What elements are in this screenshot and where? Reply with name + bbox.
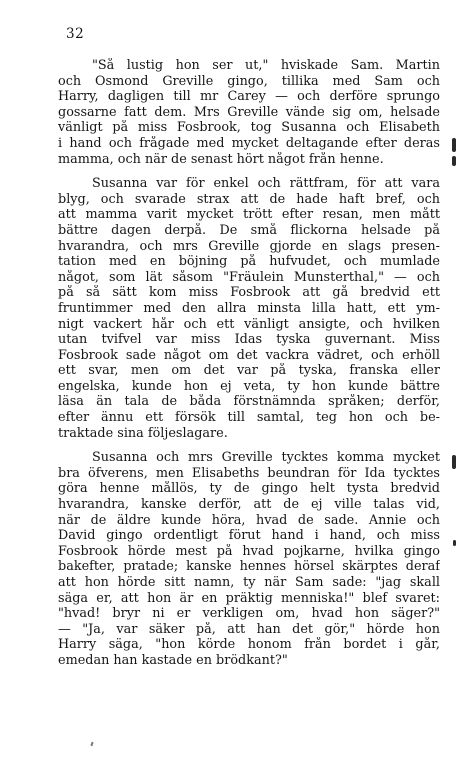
- text-line: Harry säga, "hon körde honom från bordet i går,: [58, 637, 440, 653]
- text-line: vänligt på miss Fosbrook, tog Susanna och Elisabeth: [58, 120, 440, 136]
- text-line: efter ännu ett försök till samtal, teg hon och be-: [58, 410, 440, 426]
- text-line: tation med en böjning på hufvudet, och mumlade: [58, 254, 440, 270]
- text-line: hvarandra, och mrs Greville gjorde en slags presen-: [58, 238, 440, 254]
- text-line: nigt vackert hår och ett vänligt ansigte, och hvilken: [58, 316, 440, 332]
- text-line: hvarandra, kanske derför, att de ej ville talas vid,: [58, 497, 440, 513]
- page-number: 32: [66, 26, 85, 42]
- paragraph: [58, 450, 440, 668]
- text-line: bättre dagen derpå. De små flickorna helsade på: [58, 222, 440, 238]
- paragraph: [58, 176, 440, 441]
- text-line: Susanna var för enkel och rättfram, för att vara: [92, 176, 440, 192]
- paragraph-gap: [58, 441, 440, 450]
- text-line: gossarne fatt dem. Mrs Greville vände sig om, helsade: [58, 104, 440, 120]
- text-line: fruntimmer med den allra minsta lilla hatt, ett ym-: [58, 300, 440, 316]
- text-line: Harry, dagligen till mr Carey — och derföre sprungo: [58, 89, 440, 105]
- text-line: blyg, och svarade strax att de hade haft bref, och: [58, 191, 440, 207]
- text-line: ett svar, men om det var på tyska, franska eller: [58, 363, 440, 379]
- text-line: — "Ja, var säker på, att han det gör," hörde hon: [58, 621, 440, 637]
- text-line: bakefter, pratade; kanske hennes hörsel skärptes deraf: [58, 559, 440, 575]
- text-line: traktade sina följeslagare.: [58, 425, 228, 441]
- text-line: Susanna och mrs Greville tycktes komma mycket: [92, 450, 440, 466]
- scan-edge-mark: [452, 156, 456, 166]
- scan-edge-mark: [452, 455, 456, 469]
- text-line: Fosbrook sade något om det vackra vädret, och erhöll: [58, 347, 440, 363]
- text-line: något, som lät såsom "Fräulein Munsterthal," — och: [58, 269, 440, 285]
- text-line: engelska, kunde hon ej veta, ty hon kunde bättre: [58, 378, 440, 394]
- scan-speck: [90, 742, 93, 746]
- text-line: att hon hörde sitt namn, ty när Sam sade: "jag skall: [58, 575, 440, 590]
- text-line: när de äldre kunde höra, hvad de sade. Annie och: [58, 512, 440, 528]
- text-line: göra henne mållös, ty de gingo helt tysta bredvid: [58, 481, 440, 497]
- text-line: i hand och frågade med mycket deltagande efter deras: [58, 135, 440, 151]
- text-line: Fosbrook hörde mest på hvad pojkarne, hvilka gingo: [58, 543, 440, 559]
- text-line: säga er, att hon är en präktig menniska!" blef svaret:: [58, 590, 440, 606]
- paragraph-gap: [58, 167, 440, 176]
- paragraph: [58, 58, 440, 167]
- text-line: läsa än tala de båda förstnämnda språken; derför,: [58, 394, 440, 410]
- text-line: på så sätt kom miss Fosbrook att gå bredvid ett: [58, 285, 440, 301]
- text-line: "hvad! bryr ni er verkligen om, hvad hon säger?": [58, 606, 440, 622]
- text-line: och Osmond Greville gingo, tillika med Sam och: [58, 73, 440, 89]
- text-line: att mamma varit mycket trött efter resan, men mått: [58, 207, 440, 223]
- text-line: utan tvifvel var miss Idas tyska guvernant. Miss: [58, 332, 440, 348]
- text-line: David gingo ordentligt förut hand i hand, och miss: [58, 528, 440, 544]
- text-line: bra öfverens, men Elisabeths beundran för Ida tycktes: [58, 465, 440, 481]
- text-line: mamma, och när de senast hört något från henne.: [58, 151, 384, 167]
- text-line: emedan han kastade en brödkant?": [58, 652, 288, 668]
- text-line: "Så lustig hon ser ut," hviskade Sam. Martin: [92, 58, 440, 73]
- scan-edge-mark: [452, 138, 456, 152]
- body-text: [58, 58, 440, 669]
